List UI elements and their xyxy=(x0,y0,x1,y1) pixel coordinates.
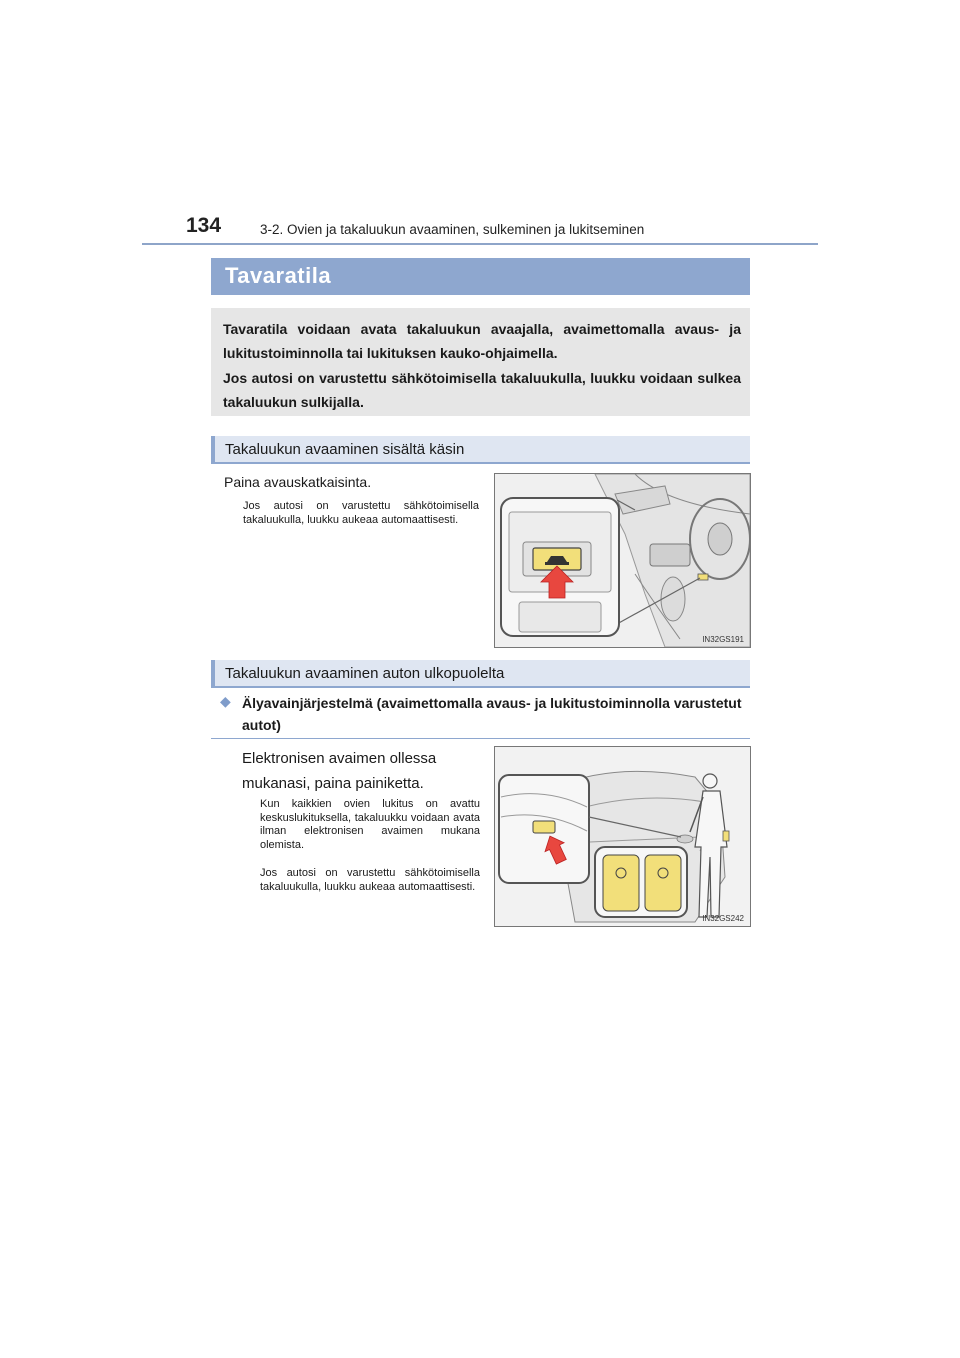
intro-box xyxy=(211,308,750,416)
instruction-press-button: Elektronisen avaimen ollessa mukanasi, paina painiketta. xyxy=(242,750,437,792)
intro-paragraph-2: Jos autosi on varustettu sähkötoimisella takaluukulla, luukku voidaan sulkea takaluukun sulkijalla. xyxy=(223,370,741,410)
diamond-bullet-icon: ◆ xyxy=(220,693,231,709)
intro-paragraph-1: Tavaratila voidaan avata takaluukun avaajalla, avaimettomalla avaus- ja lukitustoiminnolla tai lukituksen kauko-ohjaimella. xyxy=(223,321,741,361)
section-header-outside xyxy=(211,660,750,688)
figure-outside-opener xyxy=(494,746,751,927)
subheading-smart-key: Älyavainjärjestelmä (avaimettomalla avaus- ja lukitustoiminnolla varustetut autot) xyxy=(242,695,742,733)
exterior-button-illustration xyxy=(495,747,750,926)
section-header-inside xyxy=(211,436,750,464)
section-heading-outside: Takaluukun avaaminen auton ulkopuolelta xyxy=(225,665,505,682)
note-automatic-opening: Jos autosi on varustettu sähkötoimisella takaluukulla, luukku aukeaa automaattisesti. xyxy=(243,500,479,526)
section-accent xyxy=(211,660,215,686)
interior-switch-illustration xyxy=(495,474,750,647)
instruction-press-switch: Paina avauskatkaisinta. xyxy=(224,474,372,490)
section-heading-inside: Takaluukun avaaminen sisältä käsin xyxy=(225,441,465,458)
figure-inside-opener xyxy=(494,473,751,648)
page-title: Tavaratila xyxy=(225,263,332,288)
subheading-divider xyxy=(211,738,750,739)
note-central-locking: Kun kaikkien ovien lukitus on avattu keskuslukituksella, takaluukku voidaan avata ilman elektronisen avaimen mukana olemista. xyxy=(260,798,480,851)
figure-code-2: IN32GS242 xyxy=(702,914,744,923)
header-divider xyxy=(142,243,818,245)
figure-code-1: IN32GS191 xyxy=(702,635,744,644)
page-number: 134 xyxy=(186,214,222,237)
chapter-title: 3-2. Ovien ja takaluukun avaaminen, sulkeminen ja lukitseminen xyxy=(260,222,645,237)
page-title-bar xyxy=(211,258,750,295)
section-accent xyxy=(211,436,215,462)
note-automatic-opening-2: Jos autosi on varustettu sähkötoimisella takaluukulla, luukku aukeaa automaattisesti. xyxy=(260,867,480,893)
